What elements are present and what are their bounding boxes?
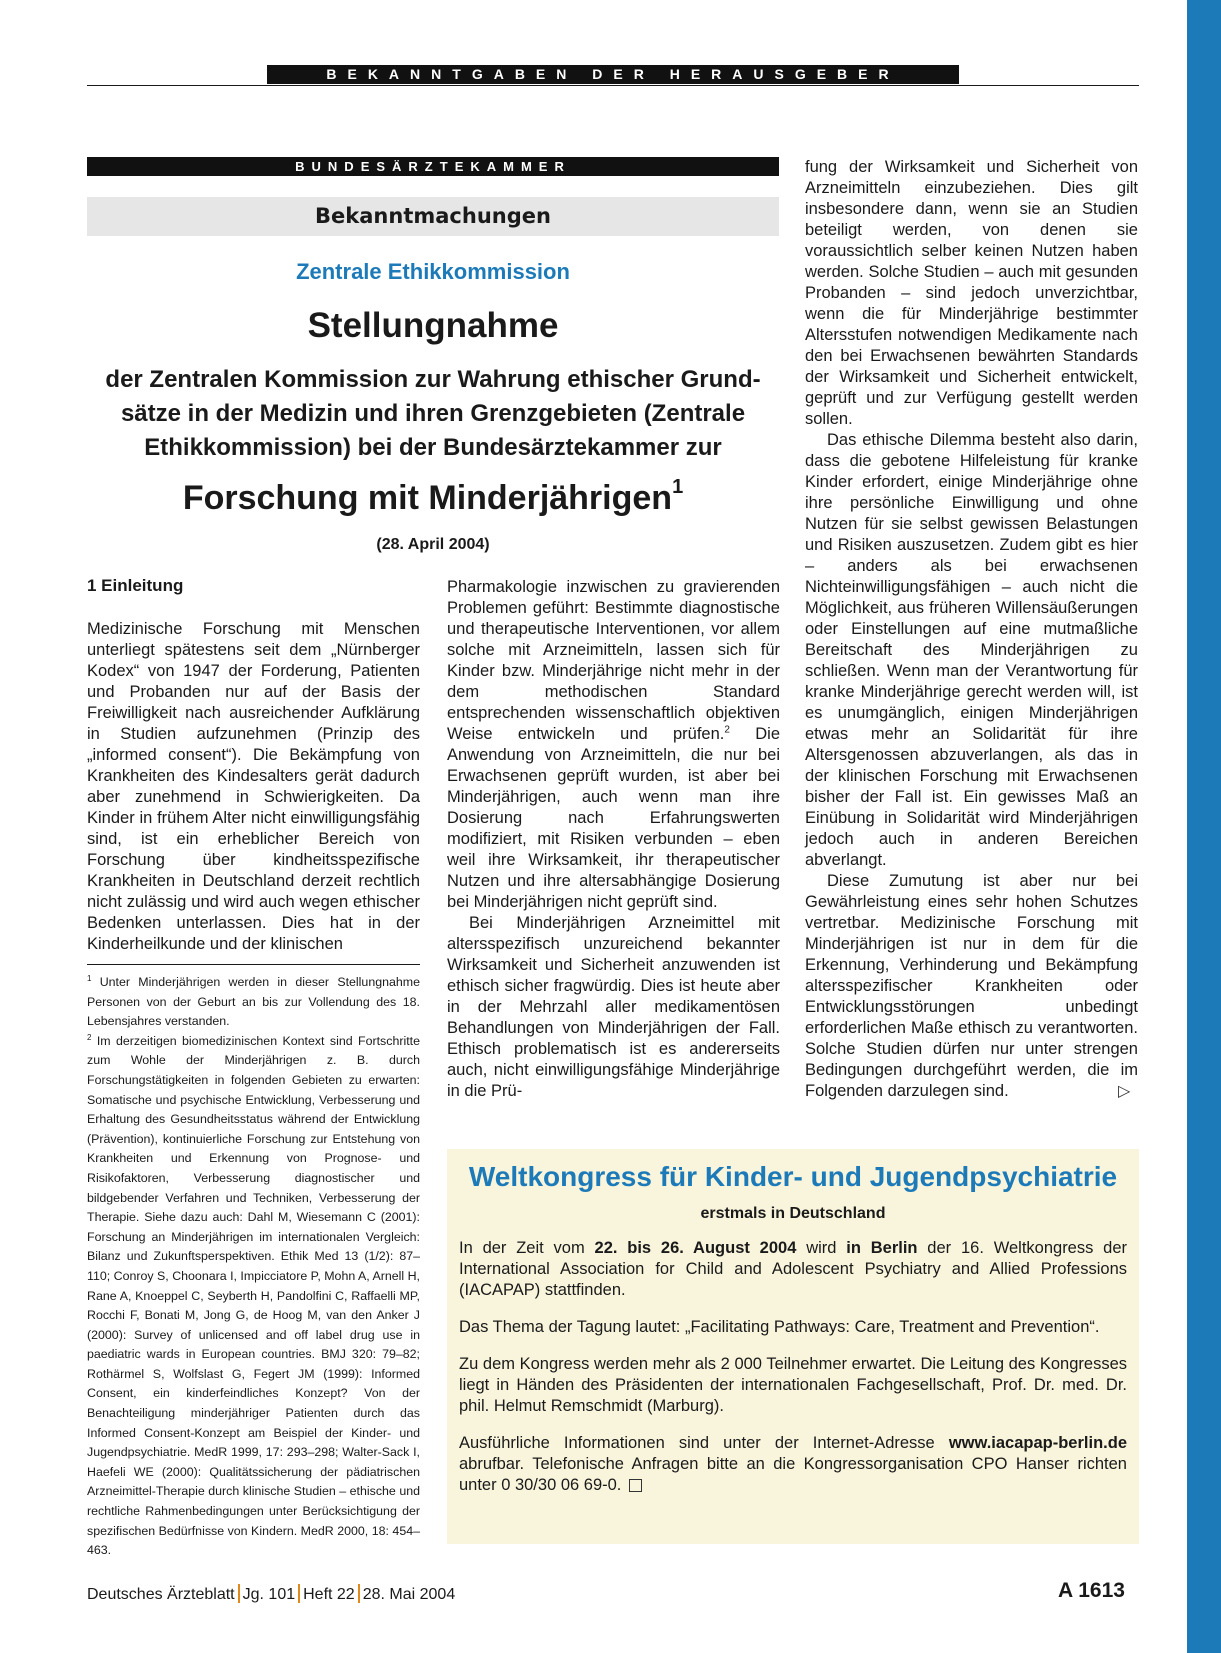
congress-subtitle: erstmals in Deutschland: [700, 1205, 886, 1222]
footnote-rule: [87, 964, 420, 965]
footnote-number: 1: [87, 973, 92, 983]
footnote-ref: 2: [724, 724, 730, 736]
footnotes: [87, 973, 420, 1561]
article-subtitle: [87, 363, 779, 465]
organization-band: BUNDESÄRZTEKAMMER: [87, 157, 779, 176]
footnote-text: Im derzeitigen biomedizinischen Kontext sind Fortschritte zum Wohle der Minderjährigen z. B. durch Forschungstätigkeiten in folgenden Gebieten zu erwarten: Somatische und psychische Entwicklung, Verbesserung und Erhaltung des Gesundheitsstatus während der Entwicklung (Prävention), kontinuierliche Forschung zur Entstehung von Krankheiten und Erkennung von Prognose- und Risikofaktoren, Verbesserung diagnostischer und bildgebender Verfahren und Techniken, Verbesserung der Therapie. Siehe dazu auch: Dahl M, Wiesemann C (2001): Forschung an Minderjährigen im internationalen Vergleich: Bilanz und Zukunftsperspektiven. Ethik Med 13 (1/2): 87–110; Conroy S, Choonara I, Impicciatore P, Mohn A, Arnell H, Rane A, Knoeppel C, Seyberth H, Pandolfini C, Raffaelli MP, Rocchi F, Bonati M, Jong G, de Hoog M, van den Anker J (2000): Survey of unlicensed and off label drug use in paediatric wards in European countries. BMJ 320: 79–82; Rothärmel S, Wolfslast G, Fegert JM (1999): Informed Consent, ein kinderfeindliches Konzept? Von der Benachteiligung minderjähriger Patienten durch das Informed Consent-Konzept am Beispiel der Kinder- und Jugendpsychiatrie. MedR 1999, 17: 293–298; Walter-Sack I, Haefeli WE (2000): Qualitätssicherung der pädiatrischen Arzneimittel-Therapie durch klinische Studien – ethische und rechtliche Rahmenbedingungen unter Berücksichtigung der spezifischen Bedürfnisse von Kindern. MedR 2000, 18: 454–463.: [87, 1033, 420, 1558]
page-number: A 1613: [1058, 1579, 1125, 1602]
main-title: [87, 476, 779, 518]
congress-paragraph: Zu dem Kongress werden mehr als 2 000 Teilnehmer erwartet. Die Leitung des Kongresses liegt in Händen des Präsidenten der internationalen Fachgesellschaft, Prof. Dr. med. Dr. phil. Helmut Remschmidt (Marburg).: [459, 1355, 1127, 1415]
congress-dates: 22. bis 26. August 2004: [594, 1239, 797, 1257]
text-run: wird: [796, 1239, 847, 1257]
congress-paragraph: [459, 1433, 1127, 1496]
end-of-article-icon: [629, 1479, 642, 1492]
footnote-text: Unter Minderjährigen werden in dieser Stellungnahme Personen von der Geburt an bis zur Vollendung des 18. Lebensjahres verstanden.: [87, 975, 420, 1029]
congress-place: in Berlin: [846, 1239, 918, 1257]
header-rule: [87, 85, 1139, 86]
journal-volume: Jg. 101: [242, 1586, 296, 1603]
continue-arrow-icon: ▷: [1118, 1083, 1131, 1100]
paragraph: fung der Wirksamkeit und Sicherheit von Arzneimitteln einzubeziehen. Dies gilt insbesondere dann, wenn sie an Studien beteiligt werden, von denen sie voraussichtlich selber keinen Nutzen haben werden. Solche Studien – auch mit gesunden Probanden – sind jedoch unverzichtbar, wenn die für Minderjährige bestimmter Altersstufen notwendigen Medikamente nach den bei Erwachsenen bewährten Standards der Wirksamkeit und Sicherheit entwickelt, geprüft und zur Verfügung gestellt werden sollen.: [805, 158, 1138, 428]
text-column-2: [447, 577, 780, 1102]
congress-body: [459, 1238, 1127, 1512]
right-margin-bar: [1187, 0, 1221, 1653]
paragraph: Das ethische Dilemma besteht also darin, dass die gebotene Hilfeleistung für kranke Kinder erfordert, einige Minderjährige ohne ihre persönliche Einwilligung und ohne Nutzen für sie selbst gewissen Belastungen und Risiken auszusetzen. Zudem gibt es hier – anders als bei erwachsenen Nichteinwilligungsfähigen – auch nicht die Möglichkeit, aus früheren Willensäußerungen oder Einstellungen auf eine mutmaßliche Bereitschaft des Minderjährigen zu schließen. Wenn man der Verantwortung für kranke Minderjährige gerecht werden will, ist es unumgänglich, einigen Minderjährigen etwas mehr an Solidarität für ihre Altersgenossen abzuverlangen, als das in der klinischen Forschung mit Erwachsenen bisher der Fall ist. Ein gewisses Maß an Einübung in Solidarität wird Minderjährigen jedoch auch in anderen Bereichen abverlangt.: [805, 431, 1138, 869]
subtitle-line: der Zentralen Kommission zur Wahrung ethischer Grund-: [105, 366, 761, 393]
subtitle-line: sätze in der Medizin und ihren Grenzgebieten (Zentrale: [120, 400, 746, 427]
article-title: Stellungnahme: [307, 306, 559, 345]
section-header-band: BEKANNTGABEN DER HERAUSGEBER: [267, 65, 959, 84]
footnote-1: [87, 973, 420, 1032]
paragraph-text: Pharmakologie inzwischen zu gravierenden Problemen geführt: Bestimmte diagnostische und therapeutische Interventionen, vor allem solche mit Arzneimitteln, lassen sich für Kinder bzw. Minderjährige nicht mehr in der dem methodischen Standard entsprechenden wissenschaftlich objektiven Weise entwickeln und prüfen.: [447, 578, 780, 743]
congress-paragraph: [459, 1238, 1127, 1301]
text-run: der 16. Weltkongress der International Association for Child and Adolescent Psychiatry and Allied Professions (IACAPAP) stattfinden.: [459, 1239, 1128, 1299]
congress-title: Weltkongress für Kinder- und Jugendpsychiatrie: [468, 1161, 1118, 1192]
congress-url-link[interactable]: www.iacapap-berlin.de: [948, 1434, 1127, 1452]
main-title-text: Forschung mit Minderjährigen: [182, 479, 673, 517]
footer-citation: [87, 1584, 455, 1604]
text-column-3: [805, 157, 1138, 1102]
footer-separator: [238, 1584, 240, 1603]
journal-date: 28. Mai 2004: [362, 1586, 456, 1603]
paragraph: Medizinische Forschung mit Menschen unterliegt spätestens seit dem „Nürnberger Kodex“ von 1947 der Forderung, Patienten und Probanden nur auf der Basis der Freiwilligkeit nach ausreichender Aufklärung in Studien aufzunehmen (Prinzip des „informed consent“). Die Bekämpfung von Krankheiten des Kindesalters gerät dadurch aber zunehmend in Schwierigkeiten. Da Kinder in frühem Alter nicht einwilligungsfähig sind, ist ein erheblicher Bereich von Forschung über kindheitsspezifische Krankheiten in Deutschland derzeit rechtlich nicht zulässig und wird auch wegen ethischer Bedenken unterlassen. Dies hat in der Kinderheilkunde und der klinischen: [87, 620, 420, 953]
footnote-number: 2: [87, 1032, 92, 1042]
footer-separator: [298, 1584, 300, 1603]
journal-name: Deutsches Ärzteblatt: [87, 1586, 235, 1603]
congress-announcement-box: [447, 1149, 1139, 1544]
footnote-2: [87, 1032, 420, 1561]
text-run: Ausführliche Informationen sind unter der Internet-Adresse: [459, 1434, 949, 1452]
text-run: abrufbar. Telefonische Anfragen bitte an die Kongressorganisation CPO Hanser richten unter 0 30/30 06 69-0.: [459, 1455, 1127, 1494]
paragraph: [447, 577, 780, 913]
congress-paragraph: Das Thema der Tagung lautet: „Facilitating Pathways: Care, Treatment and Prevention“.: [459, 1318, 1100, 1336]
paragraph: Diese Zumutung ist aber nur bei Gewährleistung eines sehr hohen Schutzes vertretbar. Medizinische Forschung mit Minderjährigen ist nur in dem für die Erkennung, Verhinderung und Bekämpfung altersspezifischer Krankheiten oder Entwicklungsstörungen unbedingt erforderlichen Maße ethisch zu verantworten. Solche Studien dürfen nur unter strengen Bedingungen durchgeführt werden, die im Folgenden darzulegen sind.: [805, 872, 1138, 1100]
commission-heading: Zentrale Ethikkommission: [296, 259, 570, 284]
category-box: Bekanntmachungen: [87, 197, 779, 236]
paragraph: Bei Minderjährigen Arzneimittel mit altersspezifisch unzureichend bekannter Wirksamkeit und Sicherheit anzuwenden ist ethisch sicher fragwürdig. Dies ist heute aber in der Mehrzahl aller medikamentösen Behandlungen von Minderjährigen der Fall. Ethisch problematisch ist es andererseits auch, nicht einwilligungsfähige Minderjährige in die Prü-: [447, 914, 780, 1100]
article-date: (28. April 2004): [376, 536, 490, 553]
text-run: In der Zeit vom: [459, 1239, 595, 1257]
text-column-1: [87, 619, 420, 955]
main-title-footnote-ref: 1: [672, 476, 684, 498]
subtitle-line: Ethikkommission) bei der Bundesärztekammer zur: [144, 434, 722, 461]
paragraph-text: Die Anwendung von Arzneimitteln, die nur bei Erwachsenen geprüft wurden, ist aber bei Minderjährigen, auch wenn man ihre Dosierung nach Erfahrungswerten modifiziert, mit Risiken verbunden – eben weil ihre Wirksamkeit, ihr therapeutischer Nutzen und ihre altersabhängige Dosierung bei Minderjährigen nicht geprüft sind.: [447, 725, 780, 911]
section-heading: 1 Einleitung: [87, 576, 184, 595]
footer-separator: [358, 1584, 360, 1603]
journal-issue: Heft 22: [303, 1586, 355, 1603]
